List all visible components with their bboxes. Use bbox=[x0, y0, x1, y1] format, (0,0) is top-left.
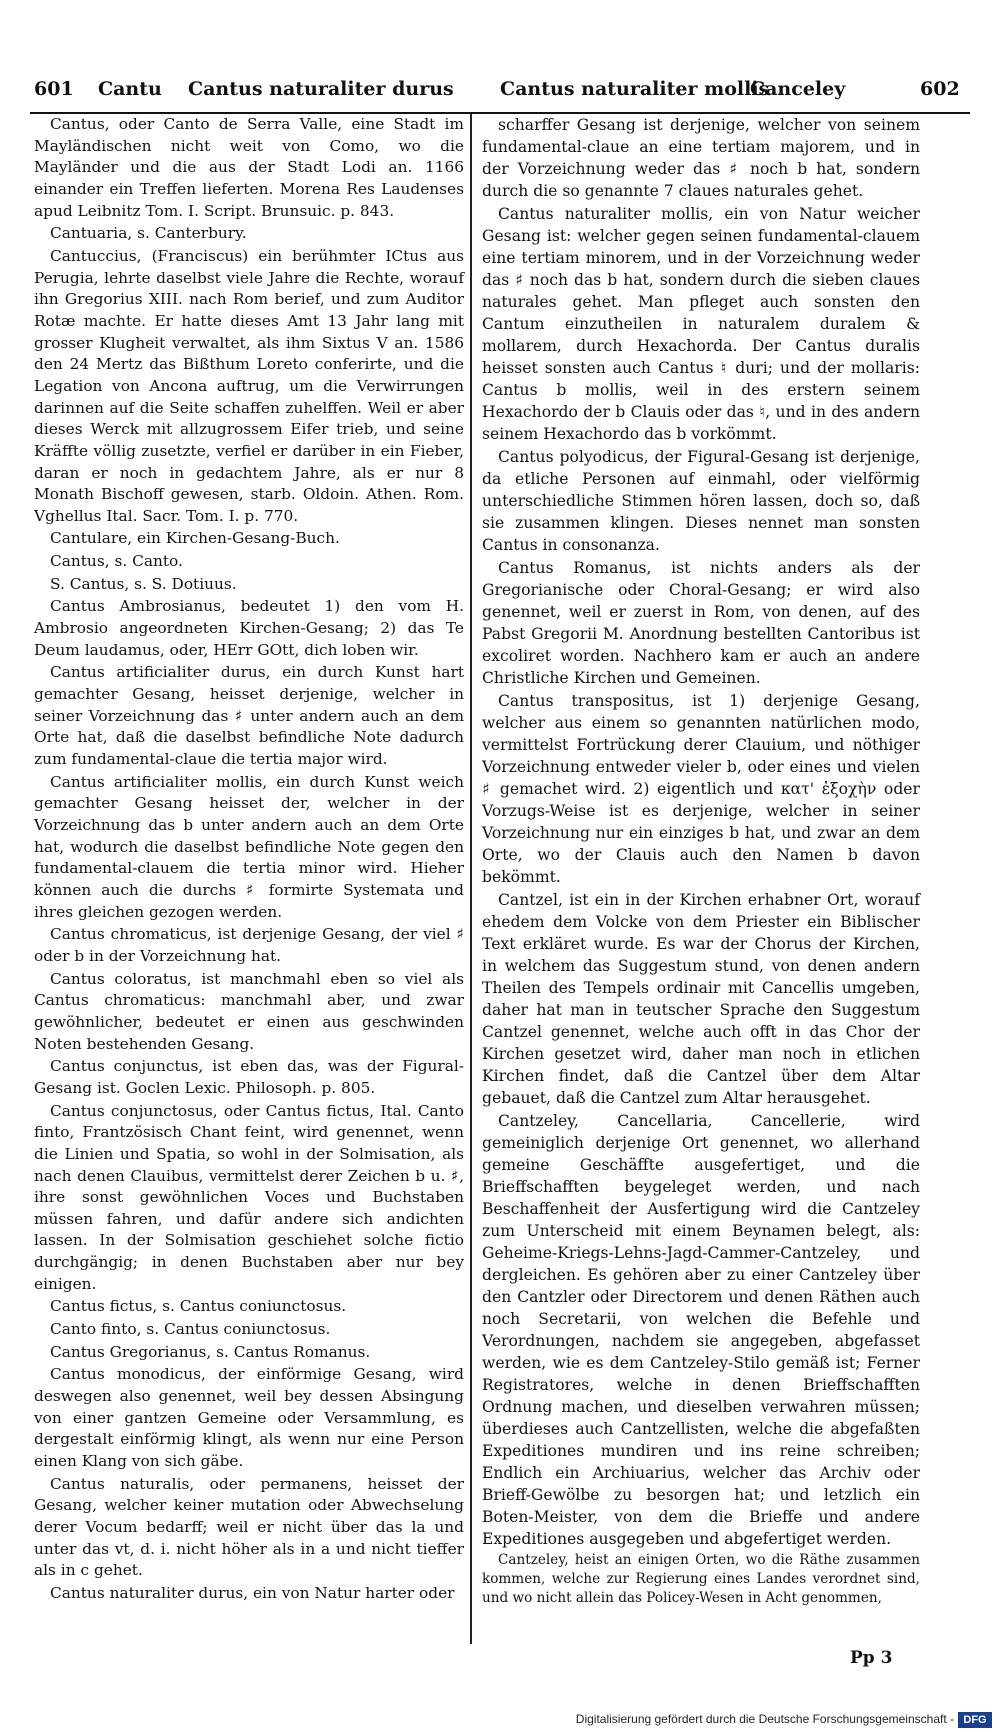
right-column-entry: Cantzeley, Cancellaria, Cancellerie, wird gemeiniglich derjenige Ort genennet, wo allerhand gemeine Geschäffte ausgefertiget, und die Brieffschafften beygeleget werden, und nach Beschaffenheit der Ausfertigung wird die Cantzeley zum Unterscheid mit einem Beynamen belegt, als: Geheime-Kriegs-Lehns-Jagd-Cammer-Cantzeley, und dergleichen. Es gehören aber zu einer Cantzeley über den Cantzler oder Directorem und denen Räthen auch noch Secretarii, von welchen die Befehle und Verordnungen, nachdem sie angegeben, abgefasset werden, wie es dem Cantzeley-Stilo gemäß ist; Ferner Registratores, welche in denen Brieffschafften Ordnung machen, und dieselben verwahren müssen; überdieses auch Cantzellisten, welche die abgefaßten Expeditiones mundiren und ins reine schreiben; Endlich ein Archiuarius, welcher das Archiv oder Brieff-Gewölbe zu besorgen hat; und letzlich ein Boten-Meister, von dem die Brieffe und andere Expeditiones ausgegeben und abgefertiget werden. bbox=[482, 1112, 920, 1548]
left-catchword-1: Cantu bbox=[98, 78, 162, 100]
left-column-entry: Canto finto, s. Cantus coniunctosus. bbox=[50, 1320, 331, 1339]
right-column-entry: Cantzel, ist ein in der Kirchen erhabner Ort, worauf ehedem dem Volcke von dem Priester ein Biblischer Text erkläret wurde. Es war der Chorus der Kirchen, in welchem das Suggestum stund, von denen andern Theilen des Tempels ordinair mit Cancellis umgeben, daher hat man in teutscher Sprache den Suggestum Cantzel genennet, welche auch offt in das Chor der Kirchen gesetzet wird, daher man noch in etlichen Kirchen findet, daß die Cantzel über dem Altar gebauet, daß die Cantzel zum Altar herausgehet. bbox=[482, 891, 920, 1107]
left-column-entry: S. Cantus, s. S. Dotiuus. bbox=[50, 574, 237, 593]
signature-mark: Pp 3 bbox=[850, 1648, 893, 1668]
left-column-entry: Cantus, s. Canto. bbox=[50, 552, 183, 571]
left-column-entry: Cantus conjunctosus, oder Cantus fictus, Ital. Canto finto, Frantzösisch Chant feint, wird genennet, wenn die Linien und Spatia, so wohl in der Solmisation, als nach denen Clauibus, vermittelst derer Zeichen b u. ♯, ihre sonst gewöhnlichen Voces und Buchstaben müssen fahren, und dafür andere sich andichten lassen. In der Solmisation geschiehet solche fictio durchgängig; in denen Buchstaben aber nur bey einigen. bbox=[34, 1101, 464, 1293]
right-column-entry: scharffer Gesang ist derjenige, welcher von seinem fundamental-claue an eine tertiam majorem, und in der Vorzeichnung weder das ♯ noch b hat, sondern durch die so genannte 7 claues naturales gehet. bbox=[482, 116, 920, 200]
left-page-number: 601 bbox=[34, 78, 74, 100]
left-column-entry: Cantus monodicus, der einförmige Gesang, wird deswegen also genennet, weil bey dessen Absingung von einer gantzen Gemeine oder Versammlung, es dergestalt einförmig klingt, als wenn nur eine Person einen Klang von sich gäbe. bbox=[34, 1365, 464, 1471]
right-catchword-2: Canceley bbox=[750, 78, 846, 100]
column-divider bbox=[470, 114, 472, 1644]
right-column-entry: Cantus polyodicus, der Figural-Gesang ist derjenige, da etliche Personen auf einmahl, oder vielförmig unterschiedliche Stimmen hören lassen, doch so, daß sie zusammen klingen. Dieses nennet man sonsten Cantus in consonanza. bbox=[482, 448, 920, 554]
right-column-entry: Cantus Romanus, ist nichts anders als der Gregorianische oder Choral-Gesang; er wird also genennet, weil er zuerst in Rom, von denen, auf des Pabst Gregorii M. Anordnung bestellten Cantoribus ist excoliret worden. Nachhero kam er auch an andere Christliche Kirchen und Gemeinen. bbox=[482, 559, 920, 687]
left-column-entry: Cantulare, ein Kirchen-Gesang-Buch. bbox=[50, 529, 340, 548]
left-column-entry: Cantuccius, (Franciscus) ein berühmter ICtus aus Perugia, lehrte daselbst viele Jahre die Rechte, worauf ihn Gregorius XIII. nach Rom berief, und zum Auditor Rotæ machte. Er hatte dieses Amt 13 Jahr lang mit grosser Klugheit verwaltet, als ihm Sixtus V an. 1586 den 24 Mertz das Bißthum Loreto conferirte, und die Legation von Ancona auftrug, um die Verwirrungen darinnen auf die Seite schaffen zuhelffen. Weil er aber dieses Werck mit allzugrossem Eifer trieb, und seine Kräffte völlig zusetzte, verfiel er darüber in ein Fieber, daran er noch in gedachtem Jahre, als er nur 8 Monath Bischoff gewesen, starb. Oldoin. Athen. Rom. Vghellus Ital. Sacr. Tom. I. p. 770. bbox=[34, 246, 464, 525]
running-header bbox=[30, 74, 970, 108]
right-column bbox=[482, 114, 920, 1609]
digitization-credit: Digitalisierung gefördert durch die Deutsche Forschungsgemeinschaft - bbox=[575, 1712, 954, 1726]
left-column bbox=[34, 114, 464, 1606]
left-column-entry: Cantus Gregorianus, s. Cantus Romanus. bbox=[50, 1342, 371, 1361]
left-catchword-2: Cantus naturaliter durus bbox=[188, 78, 454, 100]
left-column-entry: Cantus chromaticus, ist derjenige Gesang, der viel ♯ oder b in der Vorzeichnung hat. bbox=[34, 925, 464, 965]
left-column-entry: Cantus naturalis, oder permanens, heisset der Gesang, welcher keiner mutation oder Abwechselung derer Vocum bedarff; weil er nicht über das la und unter das vt, d. i. nicht höher als in a und nicht tieffer als in c gehet. bbox=[34, 1474, 464, 1580]
left-column-entry: Cantus fictus, s. Cantus coniunctosus. bbox=[50, 1297, 347, 1316]
right-column-entry: Cantus naturaliter mollis, ein von Natur weicher Gesang ist: welcher gegen seinen fundamental-clauem eine tertiam minorem, und in der Vorzeichnung weder das ♯ noch das b hat, sondern durch die sieben claues naturales gehet. Man pfleget auch sonsten den Cantum einzutheilen in naturalem duralem & mollarem, durch Hexachorda. Der Cantus duralis heisset sonsten auch Cantus ♮ duri; und der mollaris: Cantus b mollis, weil in des erstern seinem Hexachordo der b Clauis oder das ♮, und in des andern seinem Hexachordo das b vorkömmt. bbox=[482, 205, 920, 443]
left-column-entry: Cantus, oder Canto de Serra Valle, eine Stadt im Mayländischen nicht weit von Como, wo die Mayländer und die aus der Stadt Lodi an. 1166 einander ein Treffen lieferten. Morena Res Laudenses apud Leibnitz Tom. I. Script. Brunsuic. p. 843. bbox=[34, 115, 464, 220]
left-column-entry: Cantus artificialiter mollis, ein durch Kunst weich gemachter Gesang heisset der, welcher in der Vorzeichnung das b unter andern auch an dem Orte hat, wodurch die daselbst befindliche Note gegen den fundamental-clauem die tertia minor wird. Hieher können auch die durchs ♯ formirte Systemata und ihres gleichen gezogen werden. bbox=[34, 772, 464, 921]
left-column-entry: Cantus coloratus, ist manchmahl eben so viel als Cantus chromaticus: manchmahl aber, und zwar gewöhnlicher, bedeutet er einen aus geschwinden Noten bestehenden Gesang. bbox=[34, 969, 464, 1053]
right-column-entry: Cantus transpositus, ist 1) derjenige Gesang, welcher aus einem so genannten natürlichen modo, vermittelst Fortrückung derer Clauium, und nöthiger Vorzeichnung entweder vieler b, oder eines und vielen ♯ gemachet wird. 2) eigentlich und κατ' ἐξοχὴν oder Vorzugs-Weise ist es derjenige, welcher in seiner Vorzeichnung nur ein einziges b hat, und zwar an dem Orte, wo der Clauis auch den Namen b davon bekömmt. bbox=[482, 692, 920, 886]
left-column-entry: Cantus naturaliter durus, ein von Natur harter oder bbox=[50, 1583, 455, 1602]
right-column-entry: Cantzeley, heist an einigen Orten, wo die Räthe zusammen kommen, welche zur Regierung eines Landes verordnet sind, und wo nicht allein das Policey-Wesen in Acht genommen, bbox=[482, 1552, 920, 1606]
left-column-entry: Cantus Ambrosianus, bedeutet 1) den vom H. Ambrosio angeordneten Kirchen-Gesang; 2) das Te Deum laudamus, oder, HErr GOtt, dich loben wir. bbox=[34, 597, 464, 659]
left-column-entry: Cantus artificialiter durus, ein durch Kunst hart gemachter Gesang, heisset derjenige, welcher in seiner Vorzeichnung das ♯ unter andern auch an dem Orte hat, daß die daselbst befindliche Note dadurch zum fundamental-claue die tertia major wird. bbox=[34, 663, 464, 769]
dfg-logo: DFG bbox=[958, 1712, 992, 1728]
right-page-number: 602 bbox=[920, 78, 960, 100]
left-column-entry: Cantuaria, s. Canterbury. bbox=[50, 224, 247, 243]
right-catchword-1: Cantus naturaliter mollis bbox=[500, 78, 770, 100]
left-column-entry: Cantus conjunctus, ist eben das, was der Figural-Gesang ist. Goclen Lexic. Philosoph. p. 805. bbox=[34, 1057, 464, 1097]
